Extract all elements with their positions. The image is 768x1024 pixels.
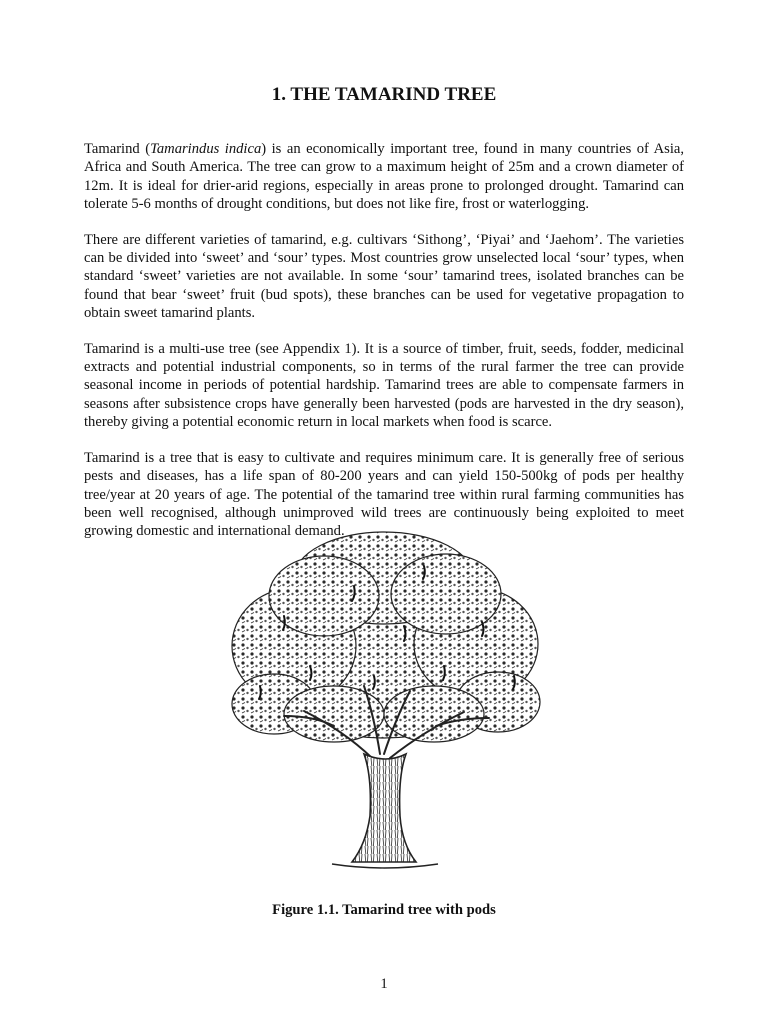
paragraph-4: Tamarind is a tree that is easy to cultivate and requires minimum care. It is generally free of serious pests and diseases, has a life span of 80-200 years and can yield 150-500kg of pods per healthy tree/year at 20 years of age. The potential of the tamarind tree within rural farming communities has been well recognised, although unimproved wild trees are continuously being exploited to meet growing domestic and international demand. (84, 449, 684, 540)
species-name: Tamarindus indica (150, 141, 262, 157)
paragraph-3: Tamarind is a multi-use tree (see Appendix 1). It is a source of timber, fruit, seeds, fodder, medicinal extracts and potential industrial components, so in terms of the rural farmer the tree can provide seasonal income in periods of potential hardship. Tamarind trees are able to compensate farmers in seasons after subsistence crops have generally been harvested (pods are harvested in the dry season), thereby giving a potential economic return in local markets when food is scarce. (84, 340, 684, 431)
figure-caption: Figure 1.1. Tamarind tree with pods (272, 902, 496, 918)
page-number: 1 (380, 976, 388, 992)
body-text (84, 140, 684, 558)
tamarind-tree-illustration (214, 526, 554, 872)
page-title: 1. THE TAMARIND TREE (271, 84, 497, 105)
paragraph-2: There are different varieties of tamarind, e.g. cultivars ‘Sithong’, ‘Piyai’ and ‘Jaehom’. The varieties can be divided into ‘sweet’ and ‘sour’ types. Most countries grow unselected local ‘sour’ types, when standard ‘sweet’ varieties are not available. In some ‘sour’ tamarind trees, isolated branches can be found that bear ‘sweet’ fruit (bud spots), these branches can be used for vegetative propagation to obtain sweet tamarind plants. (84, 231, 684, 322)
paragraph-1-start: Tamarind ( (84, 141, 151, 157)
tree-drawing (214, 526, 554, 872)
paragraph-1-rest: ) is an economically important tree, found in many countries of Asia, Africa and South America. The tree can grow to a maximum height of 25m and a crown diameter of 12m. It is ideal for drier-arid regions, especially in areas prone to prolonged drought. Tamarind can tolerate 5-6 months of drought conditions, but does not like fire, frost or waterlogging. (84, 141, 684, 213)
tree-trunk (352, 754, 416, 862)
paragraph-1 (84, 140, 684, 214)
ground-line (332, 864, 438, 868)
tree-crown (232, 532, 540, 742)
